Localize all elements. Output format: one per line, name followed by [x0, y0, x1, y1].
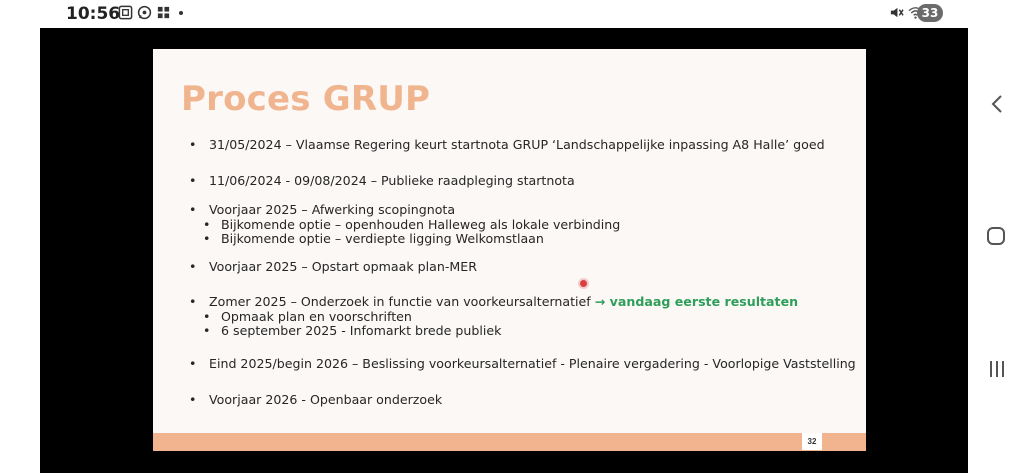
slide-title: Proces GRUP: [181, 79, 431, 119]
sub-list-item: • Opmaak plan en voorschriften: [203, 309, 412, 324]
recent-apps-icon[interactable]: [988, 361, 1006, 377]
pointer-dot: [580, 280, 587, 287]
status-icons-left: [118, 5, 183, 20]
list-item: • 31/05/2024 – Vlaamse Regering keurt startnota GRUP ‘Landschappelijke inpassing A8 Halle’ goed: [189, 137, 825, 152]
home-icon[interactable]: [987, 227, 1005, 245]
list-item: • Voorjaar 2025 – Afwerking scopingnota: [189, 202, 456, 217]
battery-badge: 33: [917, 4, 943, 22]
list-item: • Voorjaar 2026 - Openbaar onderzoek: [189, 392, 443, 407]
slide-page-number: 32: [802, 433, 822, 450]
status-bar: [0, 0, 1024, 28]
sub-list-item: • Bijkomende optie – verdiepte ligging Welkomstlaan: [203, 231, 544, 246]
sub-list-item: • 6 september 2025 - Infomarkt brede publiek: [203, 323, 502, 338]
presentation-slide: [153, 49, 866, 451]
list-item: • Voorjaar 2025 – Opstart opmaak plan-MER: [189, 259, 477, 274]
list-item: • Eind 2025/begin 2026 – Beslissing voorkeursalternatief - Plenaire vergadering - Voorlopige Vaststelling: [189, 356, 856, 371]
more-notifications-icon: [179, 11, 183, 15]
grid-app-icon: [156, 5, 171, 20]
back-icon[interactable]: [988, 94, 1006, 114]
screenshot-icon: [118, 5, 133, 20]
slide-footer-bar: [153, 433, 866, 451]
status-time: 10:56: [66, 4, 121, 24]
highlight-text: → vandaag eerste resultaten: [594, 294, 799, 309]
sub-list-item: • Bijkomende optie – openhouden Halleweg als lokale verbinding: [203, 217, 621, 232]
mute-icon: [889, 5, 904, 20]
list-item: • Zomer 2025 – Onderzoek in functie van voorkeursalternatief → vandaag eerste resultaten: [189, 294, 799, 309]
list-item: • 11/06/2024 - 09/08/2024 – Publieke raadpleging startnota: [189, 173, 575, 188]
whatsapp-icon: [137, 5, 152, 20]
